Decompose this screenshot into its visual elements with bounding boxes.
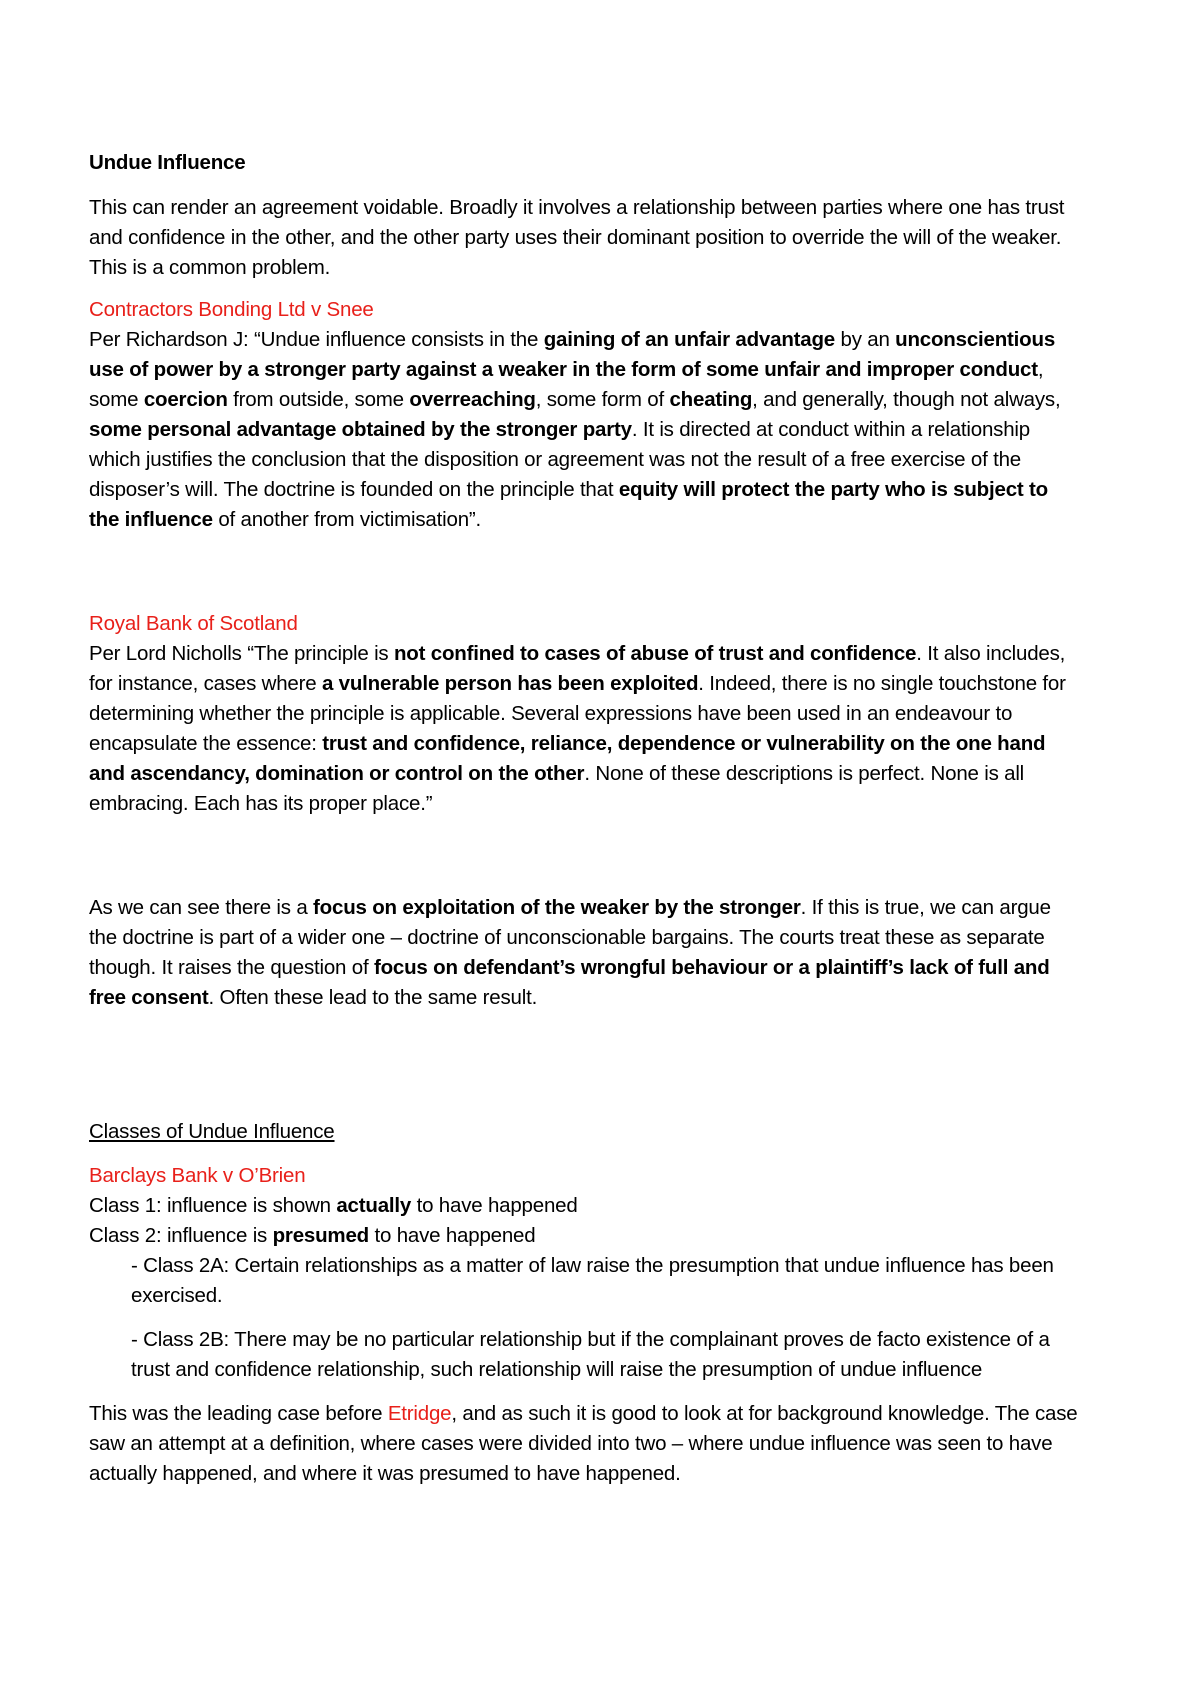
rbs-quote-paragraph	[89, 639, 1080, 819]
focus-bold-1: focus on exploitation of the weaker by the stronger	[313, 896, 801, 919]
class-2-text-2: to have happened	[369, 1224, 536, 1247]
rbs-text-4: . None of these descriptions is perfect. None is all embracing. Each has its proper place.”	[89, 762, 1025, 815]
rbs-bold-1: not confined to cases of abuse of trust and confidence	[393, 642, 917, 665]
snee-bold-5: cheating	[669, 388, 753, 411]
snee-text-5: , some form of	[535, 388, 670, 411]
class-1-text-1: Class 1: influence is shown	[89, 1194, 337, 1217]
rbs-text-3: . Indeed, there is no single touchstone for determining whether the principle is applicable. Several expressions have been used in an endeavour to encapsulate the essence:	[89, 672, 1066, 755]
class-2-text-1: Class 2: influence is	[89, 1224, 273, 1247]
rbs-bold-2: a vulnerable person has been exploited	[321, 672, 699, 695]
case-ref-etridge: Etridge	[387, 1402, 452, 1425]
snee-bold-6: some personal advantage obtained by the stronger party	[89, 418, 632, 441]
snee-text-4: from outside, some	[227, 388, 410, 411]
intro-paragraph: This can render an agreement voidable. Broadly it involves a relationship between parties where one has trust and confidence in the other, and the other party uses their dominant position to override the will of the weaker. This is a common problem.	[89, 196, 1065, 279]
snee-bold-2: unconscientious use of power by a stronger party against a weaker in the form of some unfair and improper conduct	[89, 328, 1056, 381]
focus-paragraph	[89, 893, 1080, 1013]
focus-text-1: As we can see there is a	[89, 896, 314, 919]
case-heading-rbs: Royal Bank of Scotland	[89, 612, 298, 635]
class-2-line	[89, 1221, 1080, 1251]
snee-bold-3: coercion	[143, 388, 228, 411]
snee-text-3: , some	[89, 358, 1044, 411]
class-1-text-2: to have happened	[411, 1194, 578, 1217]
snee-bold-4: overreaching	[409, 388, 536, 411]
classes-heading: Classes of Undue Influence	[89, 1120, 335, 1143]
class-1-bold: actually	[336, 1194, 412, 1217]
snee-bold-7: equity will protect the party who is subject to the influence	[89, 478, 1048, 531]
snee-text-6: , and generally, though not always,	[752, 388, 1061, 411]
focus-bold-2: focus on defendant’s wrongful behaviour or a plaintiff’s lack of full and free consent	[89, 956, 1050, 1009]
rbs-text-1: Per Lord Nicholls “The principle is	[89, 642, 394, 665]
class-2a-item: - Class 2A: Certain relationships as a matter of law raise the presumption that undue influence has been exercised.	[131, 1254, 1054, 1307]
snee-quote-paragraph	[89, 325, 1080, 535]
closing-text-1: This was the leading case before	[89, 1402, 388, 1425]
focus-text-3: . Often these lead to the same result.	[208, 986, 538, 1009]
closing-paragraph	[89, 1399, 1080, 1489]
snee-text-8: of another from victimisation”.	[212, 508, 482, 531]
case-heading-snee: Contractors Bonding Ltd v Snee	[89, 298, 374, 321]
rbs-bold-3: trust and confidence, reliance, dependence or vulnerability on the one hand and ascendancy, domination or control on the other	[89, 732, 1046, 785]
snee-text-2: by an	[835, 328, 896, 351]
class-2-bold: presumed	[272, 1224, 369, 1247]
snee-bold-1: gaining of an unfair advantage	[543, 328, 835, 351]
snee-text-1: Per Richardson J: “Undue influence consists in the	[89, 328, 544, 351]
snee-text-7: . It is directed at conduct within a relationship which justifies the conclusion that the disposition or agreement was not the result of a free exercise of the disposer’s will. The doctrine is founded on the principle that	[89, 418, 1030, 501]
focus-text-2: . If this is true, we can argue the doctrine is part of a wider one – doctrine of unconscionable bargains. The courts treat these as separate though. It raises the question of	[89, 896, 1051, 979]
document-title: Undue Influence	[89, 151, 246, 174]
class-2b-item: - Class 2B: There may be no particular relationship but if the complainant proves de facto existence of a trust and confidence relationship, such relationship will raise the presumption of undue influence	[131, 1328, 1050, 1381]
rbs-text-2: . It also includes, for instance, cases where	[89, 642, 1066, 695]
class-1-line	[89, 1191, 1080, 1221]
closing-text-2: , and as such it is good to look at for background knowledge. The case saw an attempt at a definition, where cases were divided into two – where undue influence was seen to have actually happened, and where it was presumed to have happened.	[89, 1402, 1078, 1485]
case-heading-obrien: Barclays Bank v O’Brien	[89, 1164, 306, 1187]
